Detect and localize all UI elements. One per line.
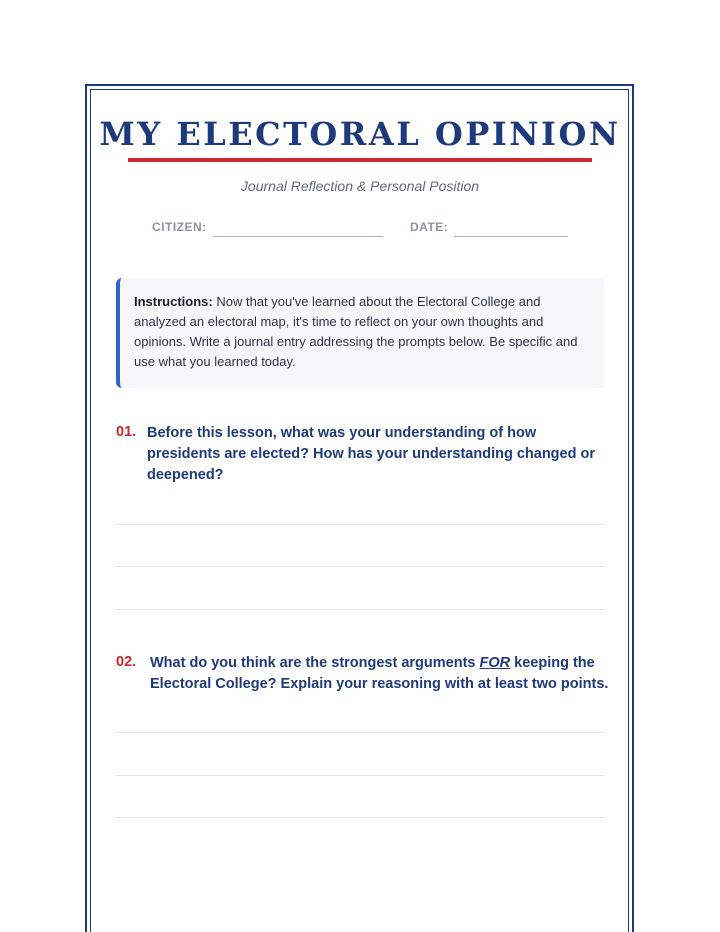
citizen-label: CITIZEN: (152, 220, 207, 234)
question-2-text-after: keeping the Electoral College? Explain your reasoning with at least two points. (150, 655, 609, 692)
date-label: DATE: (410, 220, 449, 234)
question-1-number: 01. (116, 424, 137, 440)
citizen-name-line[interactable] (213, 236, 383, 237)
date-line[interactable] (454, 236, 568, 237)
question-1-text: Before this lesson, what was your understanding of how presidents are elected? How has your understanding changed or deepened? (147, 425, 595, 483)
answer-line[interactable] (116, 566, 604, 567)
instructions-box (116, 278, 604, 388)
instructions-body: Now that you've learned about the Electoral College and analyzed an electoral map, it's time to reflect on your own thoughts and opinions. Write a journal entry addressing the prompts below. Be specific and use what you learned today. (134, 294, 578, 369)
question-2-number: 02. (116, 654, 137, 670)
question-2-text-before: What do you think are the strongest arguments (150, 655, 480, 671)
answer-line[interactable] (116, 609, 604, 610)
title-underline (128, 158, 592, 162)
question-2-emphasis: FOR (479, 655, 511, 671)
answer-line[interactable] (116, 817, 604, 818)
page-title: MY ELECTORAL OPINION (99, 115, 621, 153)
answer-line[interactable] (116, 775, 604, 776)
page-border-inner (90, 89, 629, 932)
answer-line[interactable] (116, 732, 604, 733)
answer-line[interactable] (116, 524, 604, 525)
question-2-text (150, 653, 610, 695)
instructions-lead: Instructions: (134, 294, 213, 309)
page-subtitle: Journal Reflection & Personal Position (240, 178, 480, 194)
